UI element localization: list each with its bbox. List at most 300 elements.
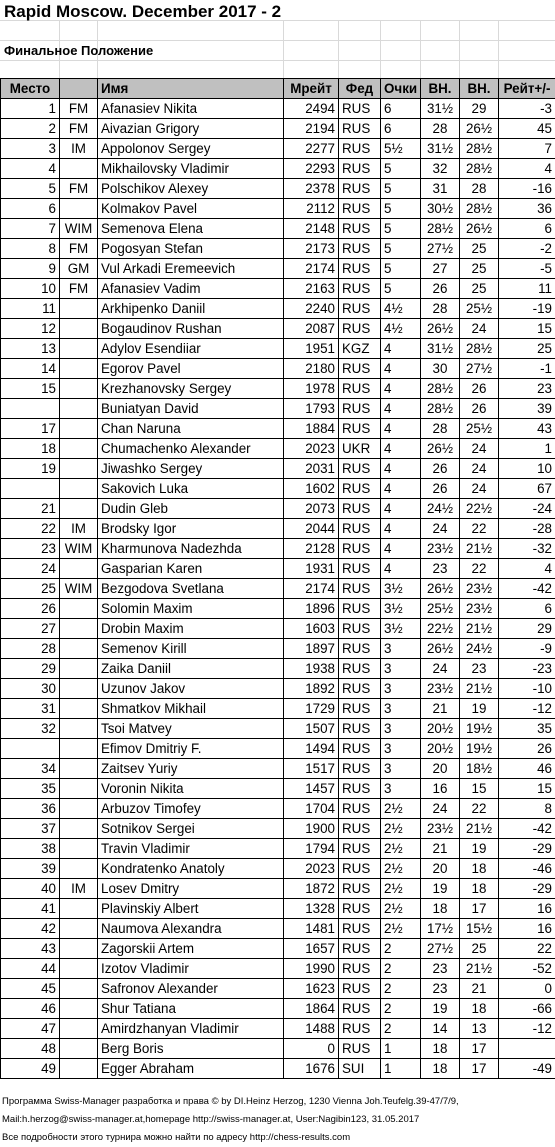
cell-title xyxy=(60,799,98,819)
cell-points: 6 xyxy=(381,119,421,139)
cell-title xyxy=(60,439,98,459)
cell-federation: RUS xyxy=(339,1019,381,1039)
cell-place: 38 xyxy=(1,839,60,859)
cell-tiebreak-1: 19 xyxy=(421,999,460,1019)
cell-rating: 1494 xyxy=(284,739,339,759)
cell-title: WIM xyxy=(60,579,98,599)
cell-rating-change: -24 xyxy=(499,499,555,519)
cell-title xyxy=(60,359,98,379)
cell-points: 1 xyxy=(381,1039,421,1059)
cell-tiebreak-2: 23 xyxy=(460,659,499,679)
cell-rating: 1864 xyxy=(284,999,339,1019)
cell-tiebreak-2: 27½ xyxy=(460,359,499,379)
cell-player-name: Dudin Gleb xyxy=(98,499,284,519)
cell-tiebreak-2: 24 xyxy=(460,319,499,339)
cell-player-name: Naumova Alexandra xyxy=(98,919,284,939)
table-row xyxy=(1,239,555,259)
cell-rating-change: -29 xyxy=(499,879,555,899)
column-header-rating: Мрейт xyxy=(284,79,339,99)
cell-player-name: Buniatyan David xyxy=(98,399,284,419)
cell-points: 5 xyxy=(381,239,421,259)
table-row xyxy=(1,739,555,759)
cell-title xyxy=(60,639,98,659)
footer-link-note: Все подробности этого турнира можно найти по адресу http://chess-results.com xyxy=(2,1132,351,1143)
cell-player-name: Bogaudinov Rushan xyxy=(98,319,284,339)
cell-tiebreak-2: 22 xyxy=(460,519,499,539)
cell-rating-change: 25 xyxy=(499,339,555,359)
table-row xyxy=(1,459,555,479)
cell-title xyxy=(60,679,98,699)
table-row xyxy=(1,299,555,319)
cell-federation: SUI xyxy=(339,1059,381,1079)
cell-rating: 2293 xyxy=(284,159,339,179)
cell-title: IM xyxy=(60,879,98,899)
cell-points: 2 xyxy=(381,959,421,979)
cell-federation: RUS xyxy=(339,679,381,699)
cell-player-name: Drobin Maxim xyxy=(98,619,284,639)
table-row xyxy=(1,499,555,519)
cell-rating: 1978 xyxy=(284,379,339,399)
cell-rating-change: -10 xyxy=(499,679,555,699)
cell-title xyxy=(60,459,98,479)
cell-rating: 1896 xyxy=(284,599,339,619)
cell-federation: RUS xyxy=(339,739,381,759)
cell-tiebreak-1: 23 xyxy=(421,559,460,579)
cell-tiebreak-1: 21 xyxy=(421,699,460,719)
cell-place: 28 xyxy=(1,639,60,659)
cell-rating: 1602 xyxy=(284,479,339,499)
table-row xyxy=(1,359,555,379)
cell-points: 5 xyxy=(381,259,421,279)
cell-title: FM xyxy=(60,279,98,299)
cell-player-name: Kolmakov Pavel xyxy=(98,199,284,219)
cell-tiebreak-2: 21½ xyxy=(460,959,499,979)
cell-title xyxy=(60,619,98,639)
cell-place: 34 xyxy=(1,759,60,779)
cell-points: 3 xyxy=(381,759,421,779)
cell-tiebreak-2: 17 xyxy=(460,1059,499,1079)
cell-rating-change: 16 xyxy=(499,899,555,919)
cell-tiebreak-1: 31½ xyxy=(421,99,460,119)
table-row xyxy=(1,799,555,819)
cell-tiebreak-2: 23½ xyxy=(460,579,499,599)
cell-points: 3 xyxy=(381,779,421,799)
cell-rating: 2194 xyxy=(284,119,339,139)
cell-rating: 1872 xyxy=(284,879,339,899)
cell-rating: 2494 xyxy=(284,99,339,119)
cell-tiebreak-1: 28 xyxy=(421,419,460,439)
cell-tiebreak-1: 20½ xyxy=(421,739,460,759)
cell-place: 9 xyxy=(1,259,60,279)
table-row xyxy=(1,839,555,859)
cell-rating-change: 45 xyxy=(499,119,555,139)
cell-tiebreak-2: 21 xyxy=(460,979,499,999)
cell-rating-change: 10 xyxy=(499,459,555,479)
cell-federation: RUS xyxy=(339,239,381,259)
cell-rating: 1892 xyxy=(284,679,339,699)
cell-rating: 1507 xyxy=(284,719,339,739)
cell-tiebreak-2: 25½ xyxy=(460,419,499,439)
table-row xyxy=(1,819,555,839)
column-header-federation: Фед xyxy=(339,79,381,99)
cell-federation: RUS xyxy=(339,539,381,559)
cell-tiebreak-1: 28½ xyxy=(421,219,460,239)
cell-player-name: Adylov Esendiiar xyxy=(98,339,284,359)
cell-federation: RUS xyxy=(339,119,381,139)
table-row xyxy=(1,1019,555,1039)
cell-place: 6 xyxy=(1,199,60,219)
cell-rating-change: 23 xyxy=(499,379,555,399)
cell-player-name: Chumachenko Alexander xyxy=(98,439,284,459)
cell-title xyxy=(60,999,98,1019)
cell-tiebreak-1: 18 xyxy=(421,1059,460,1079)
cell-rating-change: -29 xyxy=(499,839,555,859)
cell-rating-change: 4 xyxy=(499,159,555,179)
cell-federation: RUS xyxy=(339,159,381,179)
cell-rating-change: 6 xyxy=(499,219,555,239)
cell-player-name: Shmatkov Mikhail xyxy=(98,699,284,719)
cell-federation: RUS xyxy=(339,479,381,499)
cell-player-name: Tsoi Matvey xyxy=(98,719,284,739)
cell-rating: 1517 xyxy=(284,759,339,779)
cell-points: 4 xyxy=(381,439,421,459)
cell-tiebreak-2: 22 xyxy=(460,559,499,579)
cell-player-name: Zaika Daniil xyxy=(98,659,284,679)
cell-rating: 1623 xyxy=(284,979,339,999)
cell-place: 13 xyxy=(1,339,60,359)
table-row xyxy=(1,879,555,899)
cell-title xyxy=(60,339,98,359)
cell-tiebreak-2: 28½ xyxy=(460,159,499,179)
cell-title xyxy=(60,399,98,419)
cell-place: 46 xyxy=(1,999,60,1019)
table-row xyxy=(1,319,555,339)
cell-place: 35 xyxy=(1,779,60,799)
cell-points: 4 xyxy=(381,479,421,499)
table-row xyxy=(1,619,555,639)
cell-tiebreak-2: 15 xyxy=(460,779,499,799)
table-row xyxy=(1,399,555,419)
cell-rating: 2044 xyxy=(284,519,339,539)
table-row xyxy=(1,419,555,439)
cell-title xyxy=(60,899,98,919)
cell-rating: 2277 xyxy=(284,139,339,159)
cell-points: 4 xyxy=(381,359,421,379)
cell-tiebreak-1: 28½ xyxy=(421,379,460,399)
cell-place: 19 xyxy=(1,459,60,479)
cell-points: 5 xyxy=(381,159,421,179)
cell-rating-change: 1 xyxy=(499,439,555,459)
cell-player-name: Solomin Maxim xyxy=(98,599,284,619)
cell-federation: RUS xyxy=(339,999,381,1019)
table-row xyxy=(1,659,555,679)
cell-tiebreak-2: 18½ xyxy=(460,759,499,779)
cell-tiebreak-2: 26 xyxy=(460,379,499,399)
table-row xyxy=(1,199,555,219)
cell-title xyxy=(60,419,98,439)
cell-player-name: Arbuzov Timofey xyxy=(98,799,284,819)
cell-tiebreak-2: 26 xyxy=(460,399,499,419)
cell-rating: 2174 xyxy=(284,259,339,279)
cell-place: 43 xyxy=(1,939,60,959)
cell-tiebreak-1: 22½ xyxy=(421,619,460,639)
cell-points: 4½ xyxy=(381,319,421,339)
cell-tiebreak-2: 19 xyxy=(460,839,499,859)
cell-tiebreak-1: 20 xyxy=(421,859,460,879)
cell-title xyxy=(60,839,98,859)
cell-player-name: Losev Dmitry xyxy=(98,879,284,899)
table-row xyxy=(1,279,555,299)
cell-federation: RUS xyxy=(339,459,381,479)
cell-rating-change: 0 xyxy=(499,979,555,999)
cell-points: 2 xyxy=(381,1019,421,1039)
cell-federation: RUS xyxy=(339,499,381,519)
cell-tiebreak-2: 21½ xyxy=(460,539,499,559)
cell-title xyxy=(60,719,98,739)
table-row xyxy=(1,539,555,559)
cell-place: 4 xyxy=(1,159,60,179)
cell-tiebreak-1: 24 xyxy=(421,799,460,819)
table-row xyxy=(1,919,555,939)
cell-tiebreak-1: 27½ xyxy=(421,939,460,959)
cell-points: 4 xyxy=(381,519,421,539)
cell-player-name: Sakovich Luka xyxy=(98,479,284,499)
cell-tiebreak-1: 23½ xyxy=(421,539,460,559)
cell-federation: RUS xyxy=(339,599,381,619)
table-row xyxy=(1,179,555,199)
cell-rating-change: -46 xyxy=(499,859,555,879)
cell-federation: RUS xyxy=(339,959,381,979)
cell-tiebreak-1: 23 xyxy=(421,959,460,979)
cell-federation: RUS xyxy=(339,859,381,879)
cell-player-name: Efimov Dmitriy F. xyxy=(98,739,284,759)
cell-rating: 2148 xyxy=(284,219,339,239)
cell-points: 2½ xyxy=(381,919,421,939)
cell-title: GM xyxy=(60,259,98,279)
cell-rating: 1488 xyxy=(284,1019,339,1039)
table-row xyxy=(1,439,555,459)
cell-federation: RUS xyxy=(339,359,381,379)
cell-player-name: Afanasiev Vadim xyxy=(98,279,284,299)
cell-title xyxy=(60,599,98,619)
cell-player-name: Krezhanovsky Sergey xyxy=(98,379,284,399)
cell-rating: 2240 xyxy=(284,299,339,319)
cell-tiebreak-2: 18 xyxy=(460,879,499,899)
cell-place: 5 xyxy=(1,179,60,199)
cell-title xyxy=(60,1019,98,1039)
cell-player-name: Voronin Nikita xyxy=(98,779,284,799)
cell-tiebreak-1: 26 xyxy=(421,279,460,299)
cell-rating: 1729 xyxy=(284,699,339,719)
table-row xyxy=(1,1039,555,1059)
table-row xyxy=(1,779,555,799)
cell-tiebreak-2: 19½ xyxy=(460,719,499,739)
cell-player-name: Afanasiev Nikita xyxy=(98,99,284,119)
cell-points: 4 xyxy=(381,499,421,519)
cell-rating-change: -42 xyxy=(499,579,555,599)
cell-rating-change: -42 xyxy=(499,819,555,839)
cell-points: 4 xyxy=(381,419,421,439)
cell-place: 37 xyxy=(1,819,60,839)
table-row xyxy=(1,119,555,139)
cell-rating: 1951 xyxy=(284,339,339,359)
cell-player-name: Semenov Kirill xyxy=(98,639,284,659)
cell-tiebreak-1: 31½ xyxy=(421,339,460,359)
cell-federation: RUS xyxy=(339,199,381,219)
cell-player-name: Gasparian Karen xyxy=(98,559,284,579)
cell-title: WIM xyxy=(60,219,98,239)
cell-federation: RUS xyxy=(339,299,381,319)
cell-title: FM xyxy=(60,119,98,139)
cell-federation: RUS xyxy=(339,579,381,599)
cell-tiebreak-1: 30 xyxy=(421,359,460,379)
cell-tiebreak-2: 19½ xyxy=(460,739,499,759)
cell-rating-change: 4 xyxy=(499,559,555,579)
cell-points: 3 xyxy=(381,719,421,739)
cell-title xyxy=(60,739,98,759)
cell-federation: RUS xyxy=(339,1039,381,1059)
cell-rating-change: -19 xyxy=(499,299,555,319)
cell-tiebreak-1: 26 xyxy=(421,459,460,479)
cell-rating: 2023 xyxy=(284,439,339,459)
cell-place: 10 xyxy=(1,279,60,299)
cell-rating: 2128 xyxy=(284,539,339,559)
table-row xyxy=(1,999,555,1019)
cell-federation: RUS xyxy=(339,99,381,119)
cell-tiebreak-1: 26 xyxy=(421,479,460,499)
cell-rating-change: -16 xyxy=(499,179,555,199)
cell-federation: RUS xyxy=(339,419,381,439)
cell-player-name: Egorov Pavel xyxy=(98,359,284,379)
cell-tiebreak-2: 17 xyxy=(460,899,499,919)
cell-player-name: Chan Naruna xyxy=(98,419,284,439)
cell-place: 39 xyxy=(1,859,60,879)
cell-rating: 2174 xyxy=(284,579,339,599)
footer-contact: Mail:h.herzog@swiss-manager.at,homepage http://swiss-manager.at, User:Nagibin123, 31.05.2017 xyxy=(2,1114,420,1125)
cell-rating: 1457 xyxy=(284,779,339,799)
cell-player-name: Pogosyan Stefan xyxy=(98,239,284,259)
cell-player-name: Safronov Alexander xyxy=(98,979,284,999)
column-header-place: Место xyxy=(1,79,60,99)
cell-federation: RUS xyxy=(339,979,381,999)
cell-rating: 1481 xyxy=(284,919,339,939)
cell-tiebreak-2: 28½ xyxy=(460,199,499,219)
cell-rating-change: -12 xyxy=(499,699,555,719)
cell-place: 15 xyxy=(1,379,60,399)
cell-tiebreak-2: 26½ xyxy=(460,119,499,139)
cell-place: 47 xyxy=(1,1019,60,1039)
column-header-points: Очки xyxy=(381,79,421,99)
cell-title: FM xyxy=(60,179,98,199)
cell-place: 2 xyxy=(1,119,60,139)
cell-tiebreak-1: 19 xyxy=(421,879,460,899)
cell-rating-change: 36 xyxy=(499,199,555,219)
cell-rating: 1900 xyxy=(284,819,339,839)
cell-rating: 1884 xyxy=(284,419,339,439)
cell-player-name: Egger Abraham xyxy=(98,1059,284,1079)
cell-place: 30 xyxy=(1,679,60,699)
cell-player-name: Brodsky Igor xyxy=(98,519,284,539)
cell-title xyxy=(60,299,98,319)
cell-place: 45 xyxy=(1,979,60,999)
cell-title xyxy=(60,159,98,179)
cell-title: WIM xyxy=(60,539,98,559)
column-header-tiebreak-2: ВН. xyxy=(460,79,499,99)
cell-place: 26 xyxy=(1,599,60,619)
cell-rating: 2031 xyxy=(284,459,339,479)
cell-tiebreak-1: 26½ xyxy=(421,639,460,659)
table-row xyxy=(1,639,555,659)
table-row xyxy=(1,99,555,119)
cell-tiebreak-2: 24 xyxy=(460,479,499,499)
cell-place xyxy=(1,739,60,759)
cell-federation: RUS xyxy=(339,919,381,939)
table-row xyxy=(1,859,555,879)
cell-tiebreak-2: 21½ xyxy=(460,619,499,639)
cell-tiebreak-1: 18 xyxy=(421,899,460,919)
cell-rating: 1897 xyxy=(284,639,339,659)
page-subtitle: Финальное Положение xyxy=(4,43,154,58)
cell-place: 32 xyxy=(1,719,60,739)
cell-rating-change: -9 xyxy=(499,639,555,659)
table-row xyxy=(1,519,555,539)
cell-rating-change: -12 xyxy=(499,1019,555,1039)
cell-federation: RUS xyxy=(339,219,381,239)
cell-rating-change: 8 xyxy=(499,799,555,819)
cell-title xyxy=(60,199,98,219)
cell-tiebreak-1: 21 xyxy=(421,839,460,859)
cell-title xyxy=(60,919,98,939)
table-row xyxy=(1,759,555,779)
cell-player-name: Amirdzhanyan Vladimir xyxy=(98,1019,284,1039)
cell-place xyxy=(1,479,60,499)
cell-tiebreak-2: 22 xyxy=(460,799,499,819)
footer-copyright: Программа Swiss-Manager разработка и права © by DI.Heinz Herzog, 1230 Vienna Joh.Teufelg.39-47/7/9, xyxy=(2,1096,459,1107)
cell-rating: 2087 xyxy=(284,319,339,339)
cell-rating-change: 16 xyxy=(499,919,555,939)
cell-place: 22 xyxy=(1,519,60,539)
cell-rating-change: 7 xyxy=(499,139,555,159)
cell-place: 44 xyxy=(1,959,60,979)
cell-points: 3 xyxy=(381,699,421,719)
cell-rating: 1603 xyxy=(284,619,339,639)
cell-title xyxy=(60,779,98,799)
cell-rating: 1328 xyxy=(284,899,339,919)
cell-tiebreak-1: 25½ xyxy=(421,599,460,619)
cell-rating: 2173 xyxy=(284,239,339,259)
standings-body xyxy=(1,99,555,1079)
cell-player-name: Jiwashko Sergey xyxy=(98,459,284,479)
cell-tiebreak-1: 16 xyxy=(421,779,460,799)
cell-tiebreak-1: 14 xyxy=(421,1019,460,1039)
cell-federation: RUS xyxy=(339,279,381,299)
cell-rating: 0 xyxy=(284,1039,339,1059)
cell-title xyxy=(60,1059,98,1079)
cell-tiebreak-2: 25 xyxy=(460,239,499,259)
cell-points: 2 xyxy=(381,999,421,1019)
cell-points: 2½ xyxy=(381,839,421,859)
cell-title xyxy=(60,1039,98,1059)
cell-player-name: Appolonov Sergey xyxy=(98,139,284,159)
cell-title xyxy=(60,659,98,679)
cell-tiebreak-2: 28½ xyxy=(460,139,499,159)
cell-rating-change: 22 xyxy=(499,939,555,959)
cell-rating-change: -28 xyxy=(499,519,555,539)
cell-points: 5 xyxy=(381,179,421,199)
cell-federation: RUS xyxy=(339,819,381,839)
cell-rating: 2112 xyxy=(284,199,339,219)
page-title: Rapid Moscow. December 2017 - 2 xyxy=(4,2,282,21)
